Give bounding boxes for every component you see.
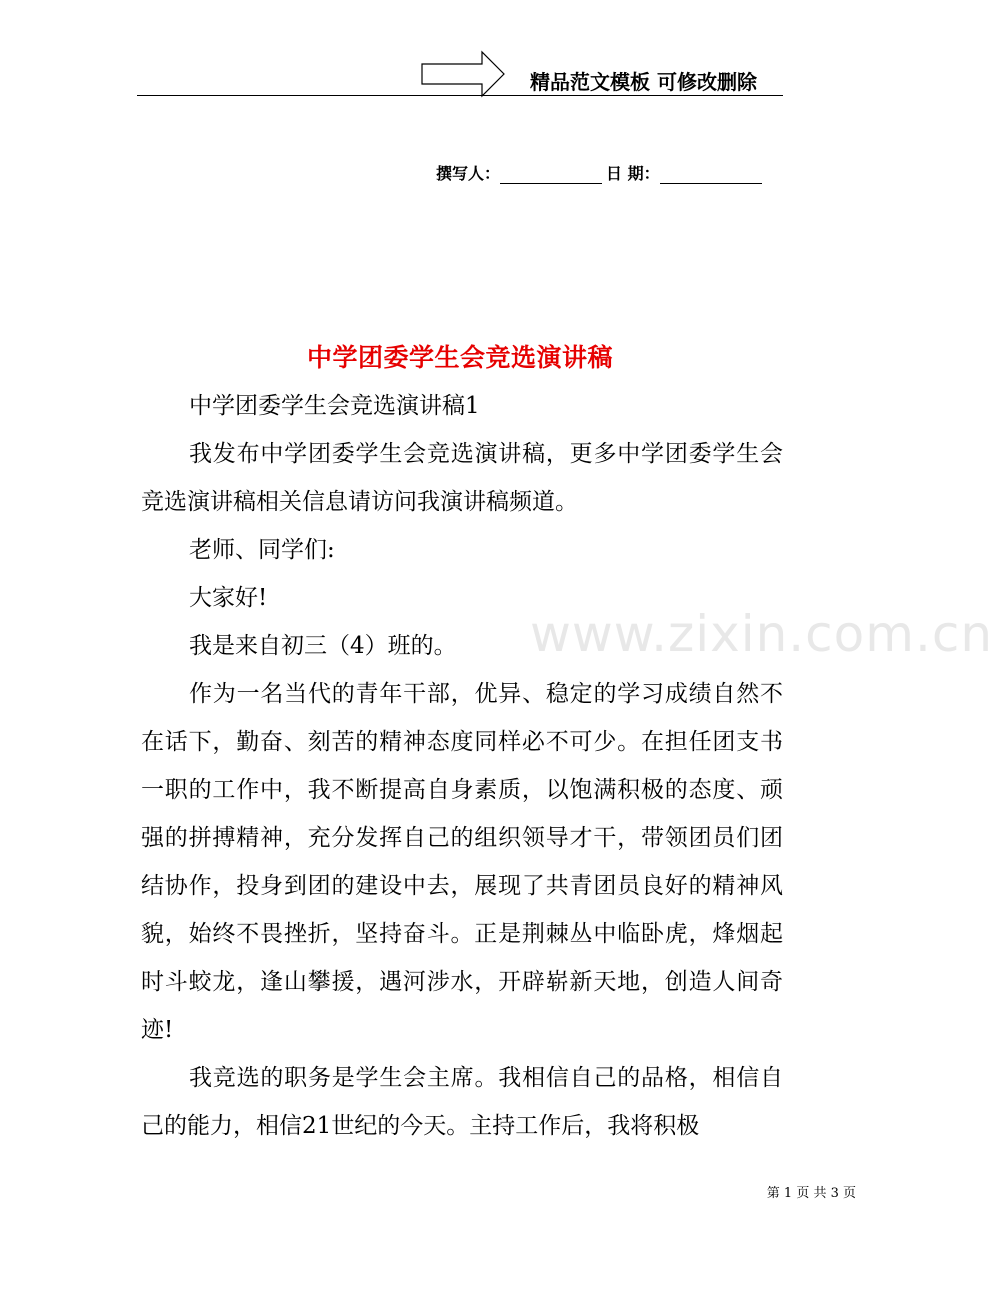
- watermark: www.zixin.com.cn: [530, 605, 993, 663]
- paragraph: 我是来自初三（4）班的。: [189, 633, 457, 659]
- paragraph: 我竞选的职务是学生会主席。我相信自己的品格，相信自己的能力，相信21世纪的今天。主持工作后，我将积极: [141, 1065, 783, 1139]
- author-label: 撰写人：: [436, 164, 501, 183]
- header-label: 精品范文模板 可修改删除: [530, 70, 757, 94]
- paragraph: 中学团委学生会竞选演讲稿1: [189, 393, 480, 419]
- paragraph: 作为一名当代的青年干部，优异、稳定的学习成绩自然不在话下，勤奋、刻苦的精神态度同样必不可少。在担任团支书一职的工作中，我不断提高自身素质，以饱满积极的态度、顽强的拼搏精神，充分发挥自己的组织领导才干，带领团员们团结协作，投身到团的建设中去，展现了共青团员良好的精神风貌，始终不畏挫折，坚持奋斗。正是荆棘丛中临卧虎，烽烟起时斗蛟龙，逢山攀援，遇河涉水，开辟崭新天地，创造人间奇迹!: [141, 681, 783, 1043]
- author-blank: [500, 165, 602, 184]
- paragraph: 大家好!: [189, 585, 268, 611]
- document-body: [141, 382, 783, 1150]
- arrow-right-icon: [420, 50, 506, 98]
- paragraph: 老师、同学们:: [189, 537, 335, 563]
- page-footer: 第 1 页 共 3 页: [766, 1186, 856, 1201]
- date-label: 日 期：: [606, 164, 660, 183]
- meta-line: [436, 160, 762, 184]
- paragraph: 我发布中学团委学生会竞选演讲稿，更多中学团委学生会竞选演讲稿相关信息请访问我演讲稿频道。: [141, 441, 783, 515]
- date-blank: [660, 165, 762, 184]
- document-title: 中学团委学生会竞选演讲稿: [306, 343, 613, 372]
